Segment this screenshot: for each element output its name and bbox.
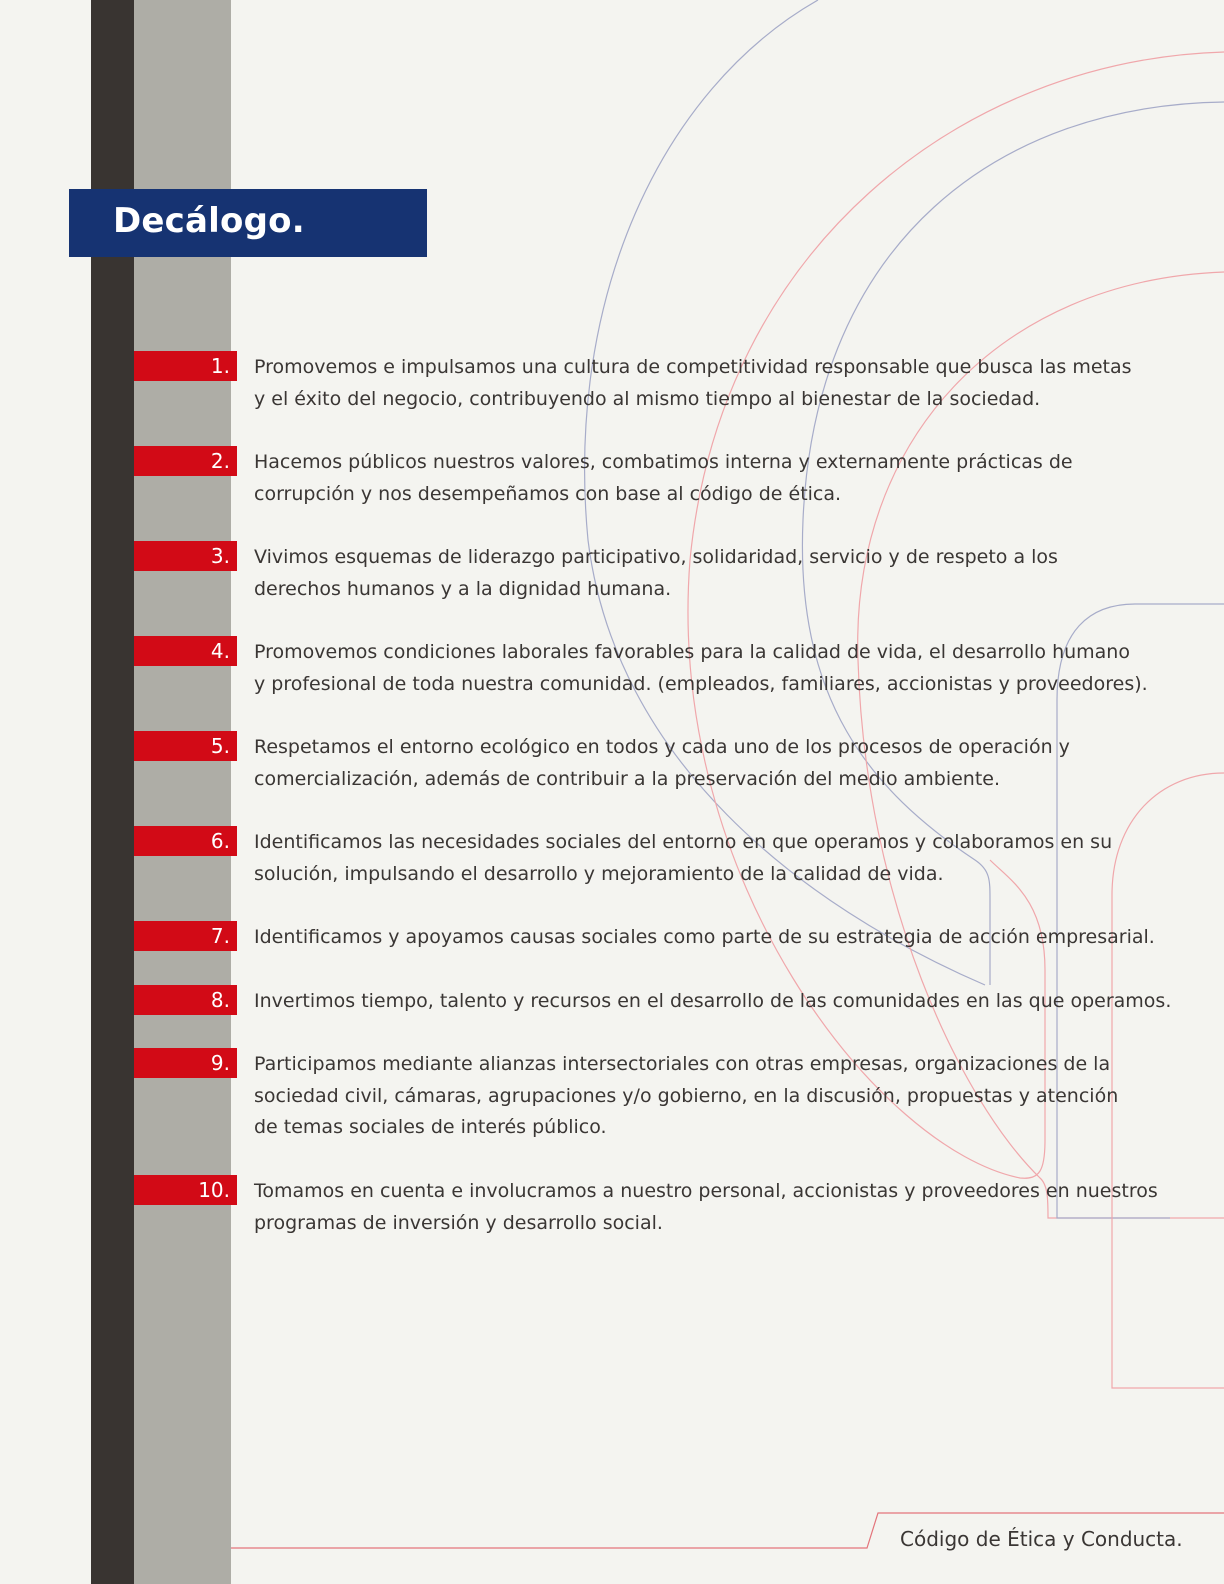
item-number: 6. xyxy=(210,829,230,853)
item-text: Participamos mediante alianzas intersectoriales con otras empresas, organizaciones de la sociedad civil, cámaras, agrupaciones y/o gobierno, en la discusión, propuestas y atención de temas sociales de interés público. xyxy=(254,1053,1119,1138)
title-banner xyxy=(69,189,427,257)
item-number-badge xyxy=(134,731,237,761)
item-text: Invertimos tiempo, talento y recursos en el desarrollo de las comunidades en las que operamos. xyxy=(254,990,1172,1012)
item-number: 7. xyxy=(210,924,230,948)
item-number-badge xyxy=(134,826,237,856)
item-number: 5. xyxy=(210,734,230,758)
item-text: Identificamos y apoyamos causas sociales como parte de su estrategia de acción empresarial. xyxy=(254,926,1155,948)
page-title: Decálogo. xyxy=(113,201,305,241)
item-text: Promovemos e impulsamos una cultura de competitividad responsable que busca las metas y el éxito del negocio, contribuyendo al mismo tiempo al bienestar de la sociedad. xyxy=(254,356,1132,410)
item-text: Hacemos públicos nuestros valores, combatimos interna y externamente prácticas de corrupción y nos desempeñamos con base al código de ética. xyxy=(254,451,1073,505)
item-number-badge xyxy=(134,921,237,951)
item-number: 9. xyxy=(210,1051,230,1075)
item-number: 1. xyxy=(210,354,230,378)
item-text: Vivimos esquemas de liderazgo participativo, solidaridad, servicio y de respeto a los derechos humanos y a la dignidad humana. xyxy=(254,546,1058,600)
item-number-badge xyxy=(134,636,237,666)
item-number-badge xyxy=(134,351,237,381)
item-number-badge xyxy=(134,1175,237,1205)
item-number-badge xyxy=(134,541,237,571)
item-number: 2. xyxy=(210,449,230,473)
item-text: Identificamos las necesidades sociales del entorno en que operamos y colaboramos en su solución, impulsando el desarrollo y mejoramiento de la calidad de vida. xyxy=(254,831,1113,885)
item-number: 10. xyxy=(198,1178,230,1202)
item-number-badge xyxy=(134,985,237,1015)
item-number: 8. xyxy=(210,988,230,1012)
item-text: Promovemos condiciones laborales favorables para la calidad de vida, el desarrollo humano y profesional de toda nuestra comunidad. (empleados, familiares, accionistas y proveedores). xyxy=(254,641,1148,695)
item-text: Respetamos el entorno ecológico en todos y cada uno de los procesos de operación y comercialización, además de contribuir a la preservación del medio ambiente. xyxy=(254,736,1070,790)
item-number-badge xyxy=(134,1048,237,1078)
item-number: 3. xyxy=(210,544,230,568)
item-number: 4. xyxy=(210,639,230,663)
item-text: Tomamos en cuenta e involucramos a nuestro personal, accionistas y proveedores en nuestros programas de inversión y desarrollo social. xyxy=(254,1180,1158,1234)
item-number-badge xyxy=(134,446,237,476)
footer-document-title: Código de Ética y Conducta. xyxy=(900,1527,1183,1551)
